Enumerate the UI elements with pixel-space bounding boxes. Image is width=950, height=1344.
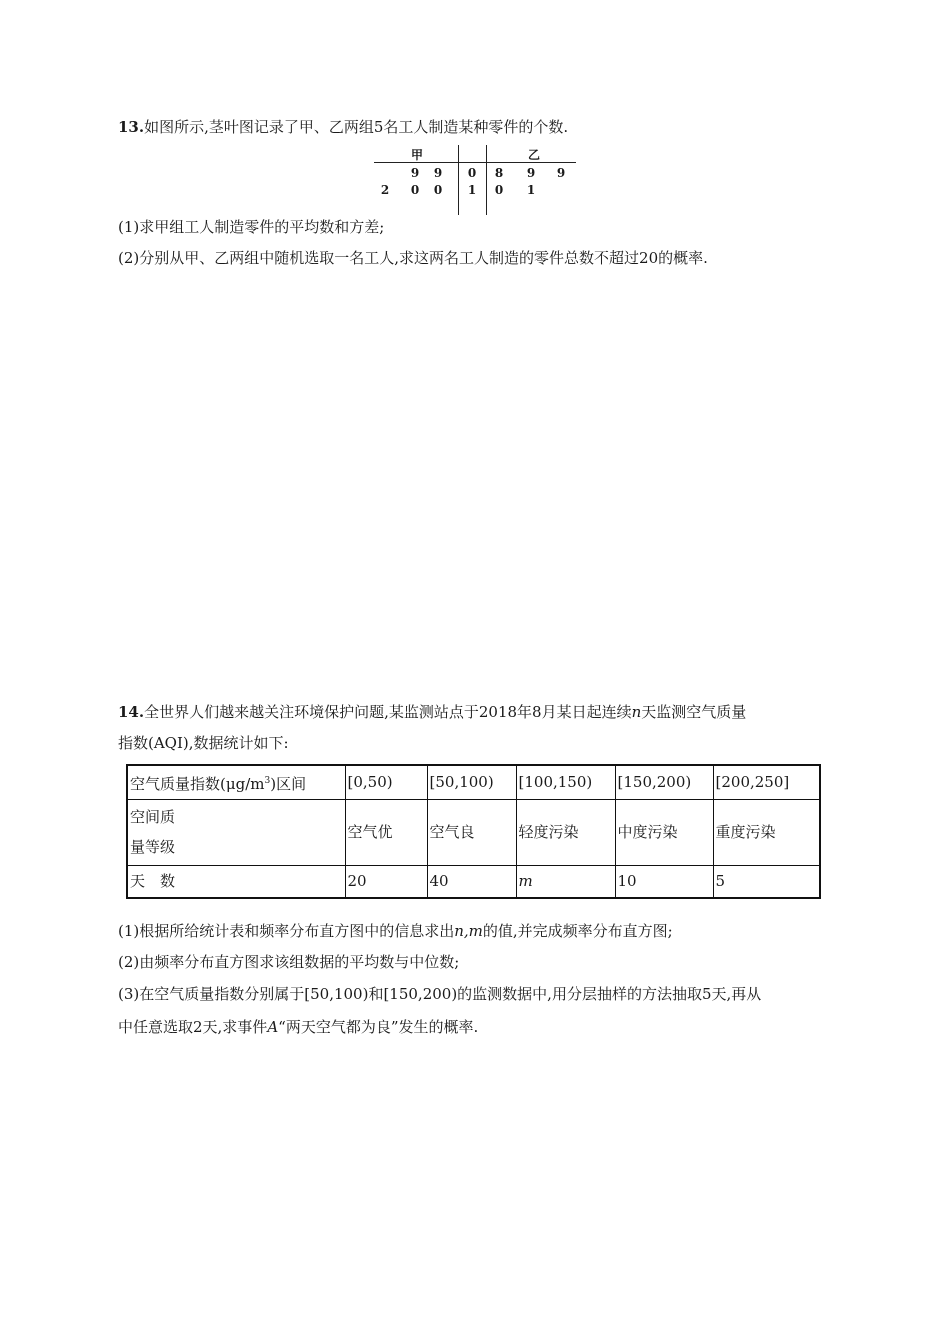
- plot-leaf: 9: [556, 166, 566, 180]
- plot-leaf: 9: [410, 166, 420, 180]
- table-cell: 5: [713, 865, 820, 898]
- table-row-label-level: 空间质 量等级: [127, 799, 345, 865]
- table-row: [127, 765, 820, 799]
- table-cell: [100,150): [516, 765, 615, 799]
- table-cell: m: [516, 865, 615, 898]
- table-cell: 轻度污染: [516, 799, 615, 865]
- plot-header-rule: [374, 162, 576, 163]
- table-cell: 空气优: [345, 799, 427, 865]
- q14-number: 14.: [118, 703, 145, 721]
- plot-stem-right-rule: [486, 145, 487, 215]
- table-cell: [50,100): [427, 765, 516, 799]
- q14-part1: (1)根据所给统计表和频率分布直方图中的信息求出n,m的值,并完成频率分布直方图;: [118, 922, 673, 940]
- table-row-label-aqi: 空气质量指数$(\mu g/m^3)$区间: [127, 765, 345, 799]
- table-cell: 中度污染: [615, 799, 713, 865]
- plot-leaf: 8: [494, 166, 504, 180]
- table-cell: 40: [427, 865, 516, 898]
- q13-part1: (1)求甲组工人制造零件的平均数和方差;: [118, 218, 385, 236]
- table-cell: [200,250]: [713, 765, 820, 799]
- plot-stem-value: 1: [467, 183, 477, 197]
- table-row: [127, 799, 820, 865]
- q13-stem: 如图所示,茎叶图记录了甲、乙两组5名工人制造某种零件的个数.: [144, 118, 569, 136]
- plot-left-label: 甲: [410, 148, 423, 162]
- q14-part1-vars: n,m: [454, 922, 483, 940]
- plot-leaf: 0: [410, 183, 420, 197]
- stem-leaf-plot: [374, 145, 578, 217]
- table-cell: 10: [615, 865, 713, 898]
- plot-leaf: 9: [526, 166, 536, 180]
- q14-part3-line2: 中任意选取2天,求事件A“两天空气都为良”发生的概率.: [118, 1018, 479, 1036]
- table-cell: 空气良: [427, 799, 516, 865]
- plot-leaf: 2: [380, 183, 390, 197]
- plot-stem-left-rule: [458, 145, 459, 215]
- q14-part3-var: A: [267, 1018, 279, 1036]
- aqi-table: [126, 764, 821, 899]
- plot-leaf: 0: [494, 183, 504, 197]
- plot-leaf: 9: [433, 166, 443, 180]
- q13-part2: (2)分别从甲、乙两组中随机选取一名工人,求这两名工人制造的零件总数不超过20的概率.: [118, 249, 708, 267]
- q14-var-n: n: [631, 703, 642, 721]
- table-row: [127, 865, 820, 898]
- table-cell: [0,50): [345, 765, 427, 799]
- q14-part2: (2)由频率分布直方图求该组数据的平均数与中位数;: [118, 953, 460, 971]
- plot-leaf: 1: [526, 183, 536, 197]
- table-row-label-days: 天 数: [127, 865, 345, 898]
- q14-stem-text: 全世界人们越来越关注环境保护问题,某监测站点于2018年8月某日起连续: [144, 703, 632, 721]
- table-cell: [150,200): [615, 765, 713, 799]
- q14-part3-line1: (3)在空气质量指数分别属于[50,100)和[150,200)的监测数据中,用分层抽样的方法抽取5天,再从: [118, 985, 762, 1003]
- plot-leaf: 0: [433, 183, 443, 197]
- q14-stem-line2: 指数(AQI),数据统计如下:: [118, 734, 289, 752]
- table-cell: 重度污染: [713, 799, 820, 865]
- plot-stem-value: 0: [467, 166, 477, 180]
- q14-stem-line1: [118, 702, 746, 722]
- table-cell: 20: [345, 865, 427, 898]
- plot-right-label: 乙: [527, 148, 540, 162]
- q14-stem-text-end: 天监测空气质量: [641, 703, 747, 721]
- q13-stem-line: [118, 117, 568, 137]
- q13-number: 13.: [118, 118, 145, 136]
